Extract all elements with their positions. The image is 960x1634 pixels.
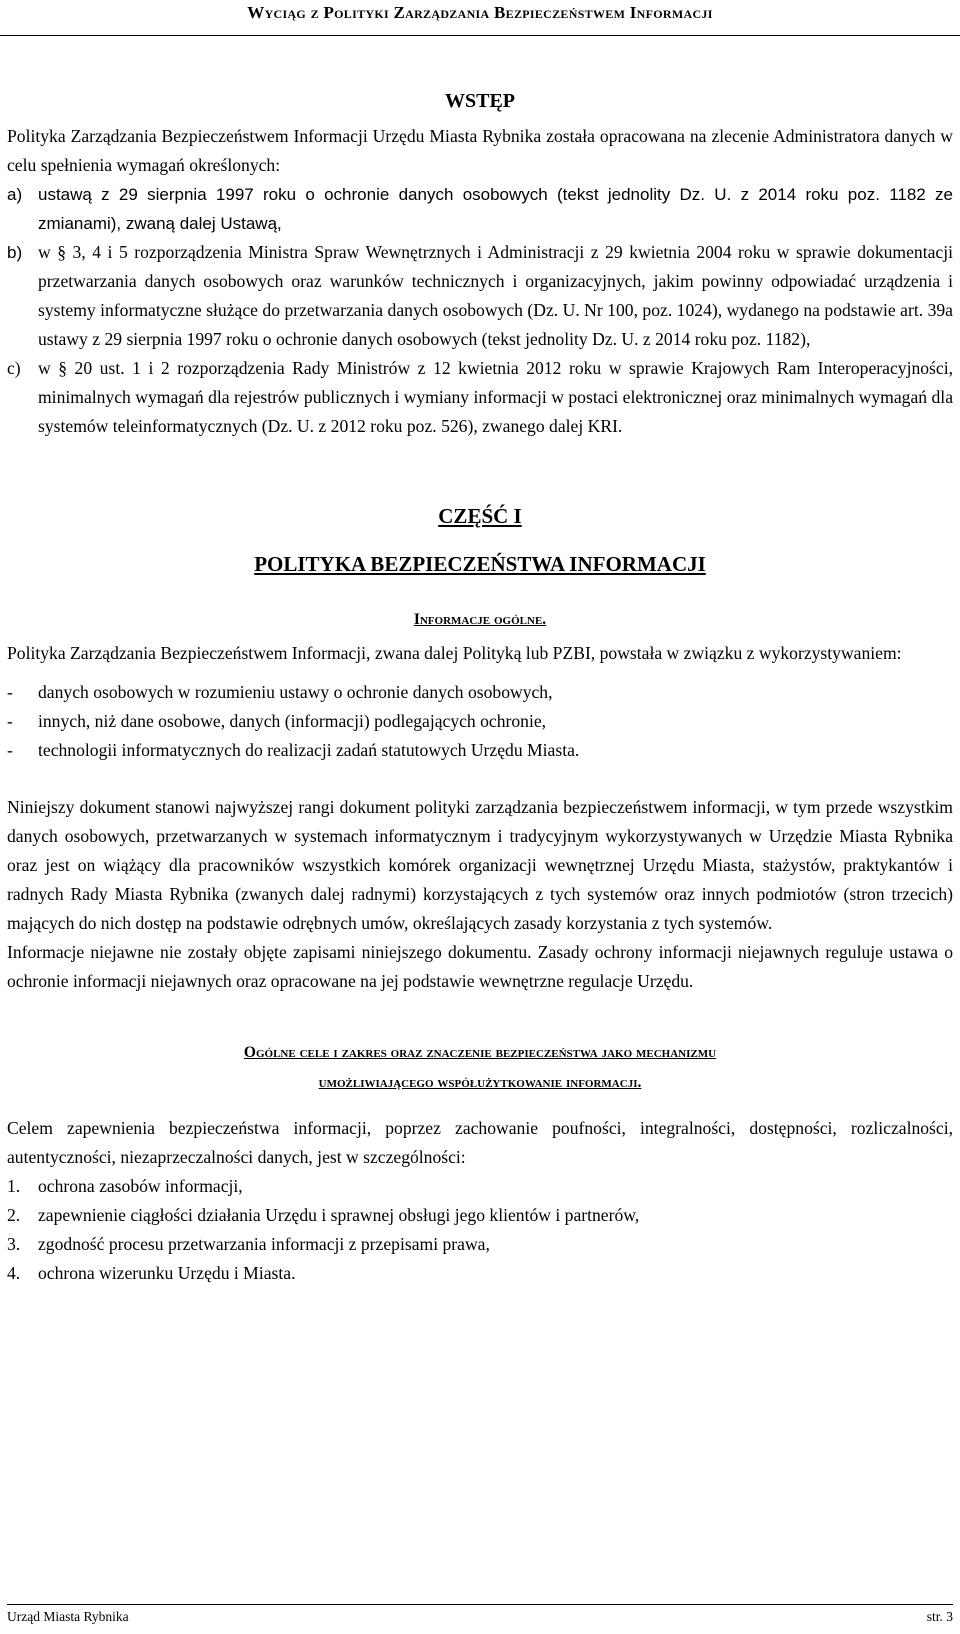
goals-paragraph: Celem zapewnienia bezpieczeństwa informacji, poprzez zachowanie poufności, integralności, dostępności, rozliczalności, autentyczności, niezaprzeczalności danych, jest w szczególności: <box>7 1118 953 1167</box>
list-item-text: danych osobowych w rozumieniu ustawy o ochronie danych osobowych, <box>38 682 553 702</box>
page-header <box>0 3 960 36</box>
list-item-text: innych, niż dane osobowe, danych (informacji) podlegających ochronie, <box>38 711 547 731</box>
list-item <box>7 1230 953 1259</box>
list-marker: - <box>7 711 13 731</box>
intro-heading: WSTĘP <box>444 90 516 112</box>
section-heading-goals <box>7 1038 953 1098</box>
list-marker: 4. <box>7 1263 21 1283</box>
general-paragraph-2: Niniejszy dokument stanowi najwyższej rangi dokument polityki zarządzania bezpieczeństwem informacji, w tym przede wszystkim danych osobowych, przetwarzanych w systemach informatycznym i tradycyjnym wykorzystywanych w Urzędzie Miasta Rybnika oraz jest on wiążący dla pracowników wszystkich komórek organizacji wewnętrznej Urzędu Miasta, stażystów, praktykantów i radnych Rady Miasta Rybnika (zwanych dalej radnymi) korzystających z tych systemów oraz innych podmiotów (stron trzecich) mających do nich dostęp na podstawie odrębnych umów, określających zasady korzystania z tych systemów. <box>7 797 953 933</box>
list-item <box>7 180 953 238</box>
list-item-text: ochrona zasobów informacji, <box>38 1176 243 1196</box>
header-title: Wyciąg z Polityki Zarządzania Bezpieczeństwem Informacji <box>247 3 713 22</box>
list-item-text: zgodność procesu przetwarzania informacji z przepisami prawa, <box>38 1234 490 1254</box>
list-item <box>7 1172 953 1201</box>
list-item-text: zapewnienie ciągłości działania Urzędu i sprawnej obsługi jego klientów i partnerów, <box>38 1205 640 1225</box>
list-item <box>7 1259 953 1288</box>
page-number: str. 3 <box>926 1609 953 1624</box>
document-body <box>7 36 953 1288</box>
list-marker: 1. <box>7 1176 21 1196</box>
list-marker: 3. <box>7 1234 21 1254</box>
general-paragraph: Polityka Zarządzania Bezpieczeństwem Informacji, zwana dalej Polityką lub PZBI, powstała w związku z wykorzystywaniem: <box>7 643 902 663</box>
intro-paragraph: Polityka Zarządzania Bezpieczeństwem Informacji Urzędu Miasta Rybnika została opracowana na zlecenie Administratora danych w celu spełnienia wymagań określonych: <box>7 126 953 175</box>
footer-organization: Urząd Miasta Rybnika <box>7 1609 129 1624</box>
list-item <box>7 736 953 765</box>
list-item-text: technologii informatycznych do realizacji zadań statutowych Urzędu Miasta. <box>38 740 580 760</box>
part-subtitle: POLITYKA BEZPIECZEŃSTWA INFORMACJI <box>254 552 706 576</box>
list-marker: a) <box>7 185 23 204</box>
list-item <box>7 354 953 441</box>
intro-list <box>7 180 953 441</box>
list-item <box>7 1201 953 1230</box>
list-marker: b) <box>7 243 23 262</box>
list-item <box>7 707 953 736</box>
list-marker: c) <box>7 358 21 378</box>
page-footer <box>7 1604 953 1625</box>
goals-heading-line-2: umożliwiającego współużytkowanie informacji. <box>318 1074 642 1091</box>
list-item <box>7 238 953 354</box>
general-paragraph-3: Informacje niejawne nie zostały objęte zapisami niniejszego dokumentu. Zasady ochrony informacji niejawnych reguluje ustawa o ochronie informacji niejawnych oraz opracowane na jej podstawie wewnętrzne regulacje Urzędu. <box>7 942 953 991</box>
part-title: CZĘŚĆ I <box>438 504 522 528</box>
list-item-text: w § 20 ust. 1 i 2 rozporządzenia Rady Ministrów z 12 kwietnia 2012 roku w sprawie Krajowych Ram Interoperacyjności, minimalnych wymagań dla rejestrów publicznych i wymiany informacji w postaci elektronicznej oraz minimalnych wymagań dla systemów teleinformatycznych (Dz. U. z 2012 roku poz. 526), zwanego dalej KRI. <box>38 358 953 436</box>
section-heading-general: Informacje ogólne. <box>413 611 547 628</box>
list-marker: 2. <box>7 1205 21 1225</box>
list-marker: - <box>7 682 13 702</box>
list-item <box>7 678 953 707</box>
list-item-text: ustawą z 29 sierpnia 1997 roku o ochronie danych osobowych (tekst jednolity Dz. U. z 2014 roku poz. 1182 ze zmianami), zwaną dalej Ustawą, <box>38 185 953 233</box>
goals-heading-line-1: Ogólne cele i zakres oraz znaczenie bezpieczeństwa jako mechanizmu <box>243 1044 717 1061</box>
list-item-text: ochrona wizerunku Urzędu i Miasta. <box>38 1263 296 1283</box>
goals-list <box>7 1172 953 1288</box>
list-marker: - <box>7 740 13 760</box>
general-list <box>7 678 953 765</box>
list-item-text: w § 3, 4 i 5 rozporządzenia Ministra Spraw Wewnętrznych i Administracji z 29 kwietnia 2004 roku w sprawie dokumentacji przetwarzania danych osobowych oraz warunków technicznych i organizacyjnych, jakim powinny odpowiadać urządzenia i systemy informatyczne służące do przetwarzania danych osobowych (Dz. U. Nr 100, poz. 1024), wydanego na podstawie art. 39a ustawy z 29 sierpnia 1997 roku o ochronie danych osobowych (tekst jednolity Dz. U. z 2014 roku poz. 1182), <box>38 242 953 349</box>
